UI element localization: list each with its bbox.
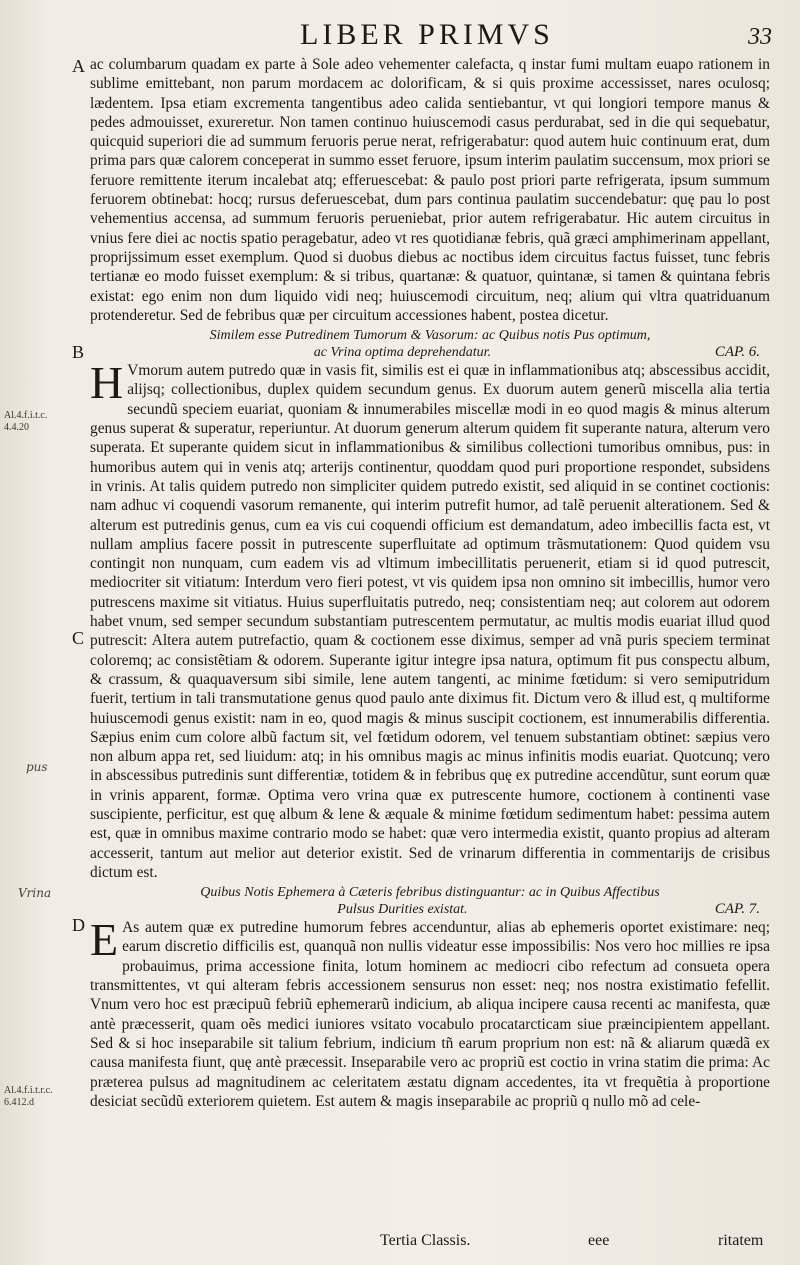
chapter-6-heading [90, 327, 770, 361]
chapter-6-title-line-2: ac Vrina optima deprehendatur. [313, 345, 492, 361]
signature-line: Tertia Classis. [380, 1232, 471, 1249]
side-note-1: Al.4.f.i.t.c. 4.4.20 [4, 410, 48, 433]
handwritten-note-vrina: Vrina [18, 886, 52, 900]
chapter-7-title-line-2: Pulsus Durities existat. [337, 902, 468, 918]
chapter-6-number: CAP. 6. [714, 344, 760, 361]
catchword: ritatem [718, 1232, 764, 1249]
chapter-7-title-line-1: Quibus Notis Ephemera à Cæteris febribus distinguantur: ac in Quibus Affectibus [200, 885, 660, 901]
running-head [0, 14, 800, 54]
margin-letter-d: D [72, 915, 85, 935]
chapter-7-number: CAP. 7. [714, 901, 760, 918]
margin-letter-b: B [72, 342, 85, 362]
folio-number: 33 [748, 24, 772, 50]
signature-mark: eee [588, 1232, 610, 1249]
running-title: LIBER PRIMVS [300, 18, 554, 51]
chapter-6-title-line-1: Similem esse Putredinem Tumorum & Vasorum: ac Quibus notis Pus optimum, [209, 328, 651, 344]
dropcap-h: H [90, 357, 124, 409]
dropcap-e: E [90, 914, 119, 966]
chapter-7-heading [90, 884, 770, 918]
text-block [90, 55, 770, 1111]
margin-letter-a: A [72, 56, 85, 76]
paragraph-3 [90, 914, 770, 1111]
handwritten-note-pus: pus [26, 760, 48, 774]
paragraph-2-text: Vmorum autem putredo quæ in vasis fit, similis est ei quæ in inflammationibus atq; abscessibus accidit, alijsq; collectionibus, duplex quidem secundum genus. Ex duorum autem generũ miscella alia tertia secundũ speciem euariat, quoniam & innumerabiles miscellæ modi in eo quod magis & minus alterum genus superat & superatur, reperiuntur. At duorum generum alterum quidem fit superante natura, alterum vero superata. Et superante quidem sicut in inflammationibus & similibus collectioni tumoribus omnibus, pus: in humoribus autem qui in venis atq; arterijs continentur, quoddam quod puri proportione respondet, subsidens in vrinis. At talis quidem putredo non simpliciter quidem putredo existit, sed aliquid in se continet coctionis: nam adhuc vi coquendi vasorum remanente, qui interim putrefit humor, ad talẽ peruenit alterationem. Sed & alterum est putredinis genus, cum ea vis cui coquendi officium est demandatum, adeo imbecillis facta est, vt nullam amplius facere possit in putrescente superfluitate ad optimum trãsmutationem: Quod quidem vsu contingit non nunquam, cum eadem vis ad vltimum imbecillitatis peruenerit, etiam si id quod putrescit, mediocriter sit vitiatum: Interdum vero fieri potest, vt vis quidem ipsa non omnino sit imbecillis, humor vero putrescens maxime sit vitiatus. Huius superfluitatis putredo, neq; consistentiam neq; aut colorem aut odorem habet vnum, sed semper secundum substantiam putrescentem permutatur, ac multis modis euariat illud quod putrescit: Altera autem putrefactio, quam & coctionem esse diximus, semper ad vnã puris speciem terminat coloremq; ac consistẽtiam & odorem. Superante igitur integre ipsa natura, optimum fit pus conspectu album, & crassum, & quaquaversum sibi simile, lene autem tangenti, ac minime fœtidum: si vero semiputridum fuerit, tertium in tali transmutatione genus quod paulo ante diximus fit. Dictum vero & illud est, q multiforme huiuscemodi genus existit: nam in eo, quod magis & minus suscipit coctionem, est innumerabilis differentia. Sæpius enim cum colore albũ factum sit, vel fœtidum odorem, vel tenuem substantiam obtinet: sæpius vero non album appa ret, sed liuidum: atq; in his omnibus magis ac minus infinitis modis euariat. Quotcunq; vero in abscessibus putredinis sunt differentiæ, totidem & in febribus quę ex putredine accendũtur, sunt eorum quæ in vrinis apparent, formæ. Optima vero vrina quæ ex putrescente humore, coctionem à continenti vase suscipiente, perficitur, est quę album & lene & æquale & minime fœtidum sedimentum habet: pessima autem est, quæ in omnibus maxime contrario modo se habet: quæ vero intermedia existit, quanto propius ad alteram accesserit, tantum aut melior aut deterior existit. Sed de vrinarum differentia in commentarijs de crisibus dictum est. [90, 362, 770, 881]
paragraph-3-text: As autem quæ ex putredine humorum febres accenduntur, alias ab ephemeris oportet existimare: neq; earum discretio difficilis est, quanquã non nullis videatur esse impossibilis: Nos vero hoc millies re ipsa probauimus, prima accessione finita, lotum hominem ac mediocri cibo refectum ad consueta opera transmittentes, vt qui alteram febris accessionem sensurus non esset: neq; nos nostra existimatio fefellit. Vnum vero hoc est præcipuũ febriũ ephemerarũ indicium, ab aliqua incipere causa recenti ac manifesta, quæ antè præcesserit, quam oẽs medici iuniores vsitato vocabulo procatarcticam siue præincipientem appellant. Sed & si hoc inseparabile sit talium febrium, indicium tñ earum proprium non est: nã & aliarum quædã ex causa manifesta fiunt, quę antè præcessit. Inseparabile vero ac propriũ est coctio in vrina statim die prima: Ac præterea pulsus ad magnitudinem ac celeritatem æstatu dignam accedentes, ita vt frequẽtia à proportione desiciat secũdũ exteriorem quietem. Est autem & magis inseparabile ac propriũ q nullo mõ ad cele- [90, 919, 770, 1110]
page-footer [0, 1232, 800, 1260]
margin-letter-c: C [72, 628, 85, 648]
paragraph-1: ac columbarum quadam ex parte à Sole adeo vehementer calefacta, q instar fumi multam euapo rationem in sublime emittebant, non parum mordacem ac dolorificam, & si quis proxime accessisset, nares oculosq; lædentem. Ipsa etiam excrementa tangentibus adeo calida sentiebantur, vt qui longiori tempore manus & pedes admouisset, exureretur. Non tamen continuo huiuscemodi casus perdurabat, sed in die qui sequebatur, quicquid superiori die ad summum feruoris perue nerat, refrigerabatur: quod autem huic continuum erat, dum prima pars quæ calorem conceperat in summo esset feruore, ipsum interim paulatim succensum, mox priori se feruore remittente iterum incalebat atq; efferuescebat: & paulo post priori parte refrigerata, ipsum summum feruorem obtinebat: hocq; rursus deferuescebat, dum pars continua paulatim succendebatur: quę pau lo post vehementius accensa, ad summum feruoris perueniebat, prior autem refrigerabatur. Hic autem circuitus in vnius fere diei ac noctis spatio peragebatur, adeo vt res quotidianæ febris, quã græci amphimerinam appellant, proprijssimum esset exemplum. Quod si duobus diebus ac noctibus idem circuitus factus fuisset, tunc febris tertianæ eo modo fuisset exemplum: & si tribus, quartanæ: & quatuor, quintanæ, si tamen & quintana febris existat: ego enim non dum liquido vidi neq; huiuscemodi circuitum, neq; alium qui vltra quatriduanum protenderetur. Sed de febribus quæ per circuitum accessiones habent, postea dicetur. [90, 56, 770, 324]
side-note-2: Al.4.f.i.t.r.c. 6.412.d [4, 1085, 53, 1108]
paragraph-2 [90, 357, 770, 882]
